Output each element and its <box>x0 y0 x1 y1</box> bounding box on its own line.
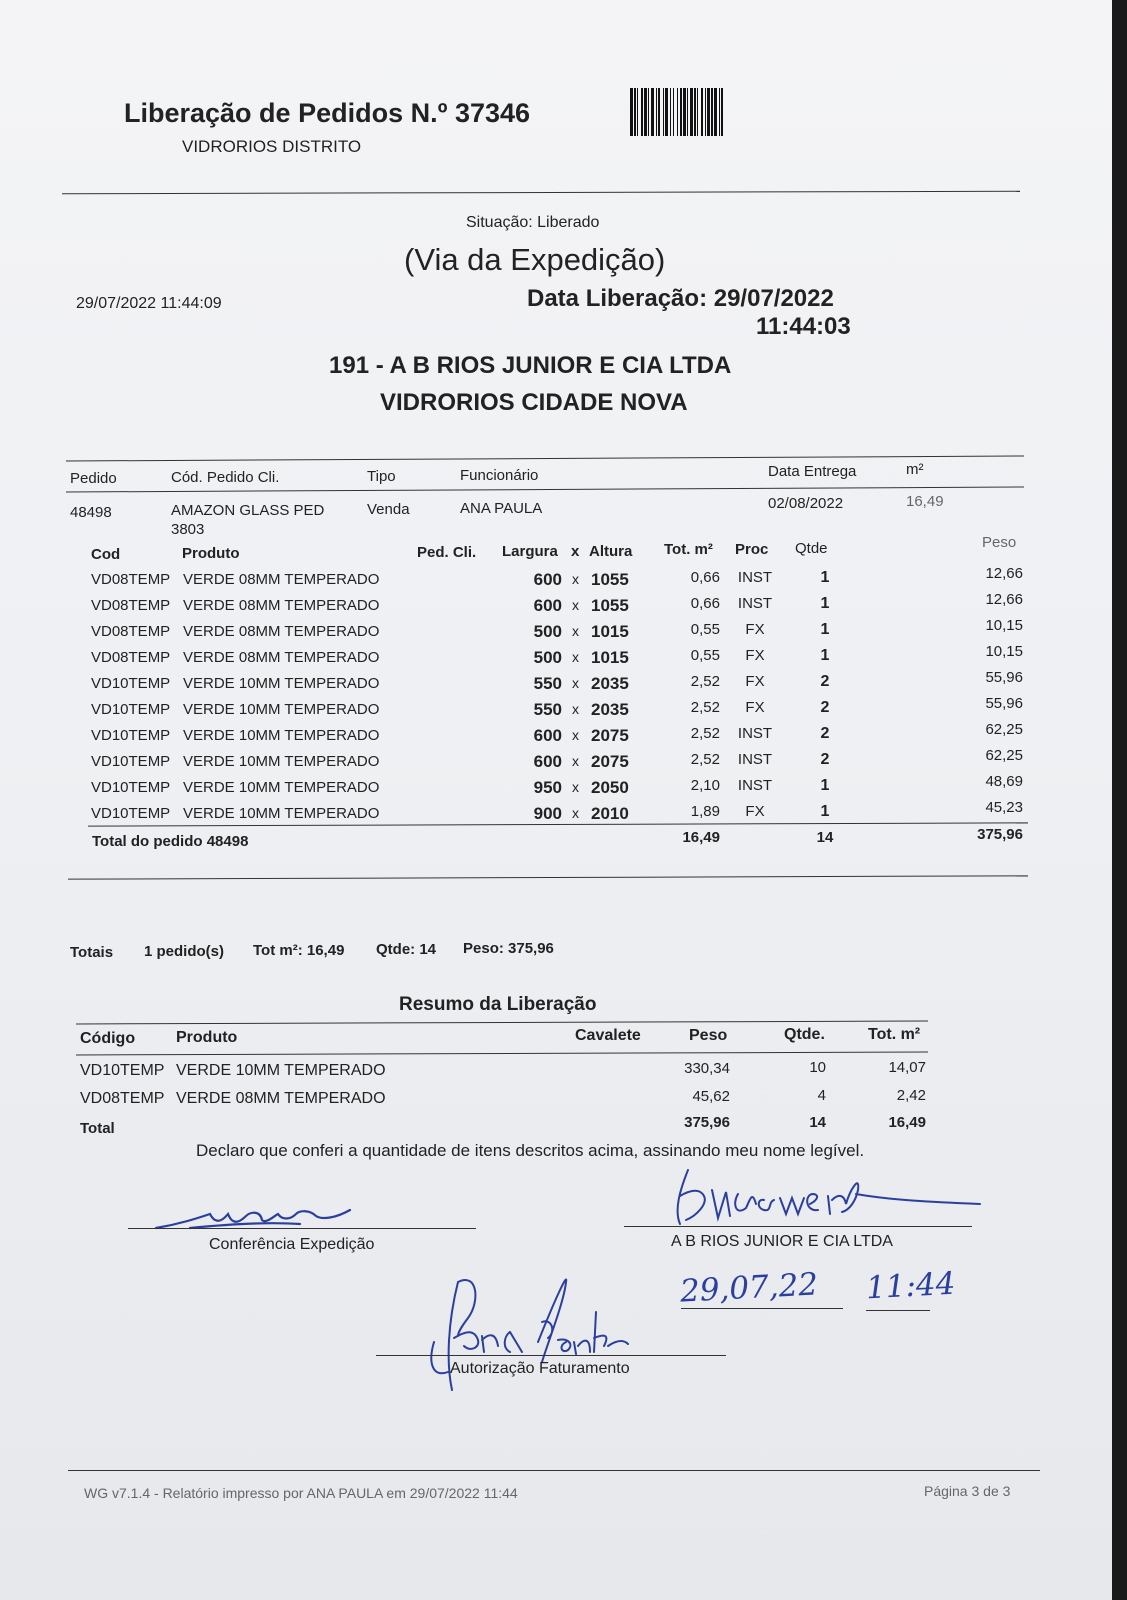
summary-tot-m2: 2,42 <box>896 1087 926 1104</box>
item-proc: FX <box>745 621 765 638</box>
summary-codigo: VD08TEMP <box>80 1090 165 1107</box>
col-cod: Cod <box>91 546 121 563</box>
item-peso: 62,25 <box>985 747 1023 764</box>
signature-line <box>624 1226 972 1227</box>
item-tot-m2: 0,66 <box>690 595 720 612</box>
order-type: Venda <box>367 501 410 518</box>
order-total-qtde: 14 <box>816 829 834 846</box>
item-largura: 550 <box>533 674 562 693</box>
item-cod: VD10TEMP <box>91 779 171 796</box>
handwritten-signature-company <box>660 1160 990 1230</box>
signature-line <box>128 1228 476 1229</box>
item-altura: 1055 <box>591 596 629 615</box>
item-tot-m2: 2,52 <box>690 751 720 768</box>
item-x: x <box>572 649 579 665</box>
barcode <box>628 86 800 143</box>
item-qtde: 1 <box>820 647 830 664</box>
summary-peso: 45,62 <box>692 1088 730 1105</box>
item-altura: 1015 <box>591 648 629 667</box>
item-peso: 10,15 <box>985 617 1023 634</box>
item-produto: VERDE 10MM TEMPERADO <box>183 753 380 770</box>
footer-info: WG v7.1.4 - Relatório impresso por ANA PAULA em 29/07/2022 11:44 <box>84 1485 518 1501</box>
item-altura: 2010 <box>591 804 629 823</box>
table-row <box>0 669 1112 701</box>
declaration-text: Declaro que conferi a quantidade de itens descritos acima, assinando meu nome legível. <box>196 1141 865 1160</box>
item-qtde: 2 <box>820 673 830 690</box>
summary-codigo: VD10TEMP <box>80 1062 165 1079</box>
col-altura: Altura <box>589 543 633 560</box>
table-row <box>0 773 1112 805</box>
item-peso: 45,23 <box>985 799 1023 816</box>
item-proc: FX <box>745 699 765 716</box>
situation-label: Situação: Liberado <box>466 214 600 231</box>
barcode-bar <box>651 88 654 136</box>
release-time: 11:44:03 <box>756 313 851 340</box>
summary-col-cavalete: Cavalete <box>575 1027 641 1044</box>
col-peso: Peso <box>982 534 1017 551</box>
col-x: x <box>571 543 580 560</box>
order-number: 48498 <box>70 504 112 521</box>
totals-peso: Peso: 375,96 <box>463 940 554 957</box>
barcode-bar <box>648 88 649 136</box>
item-peso: 62,25 <box>985 721 1023 738</box>
summary-col-tot-m2: Tot. m² <box>868 1026 921 1043</box>
table-row <box>0 1059 1112 1088</box>
col-qtde: Qtde <box>795 540 828 557</box>
item-peso: 10,15 <box>985 643 1023 660</box>
item-cod: VD10TEMP <box>91 753 171 770</box>
item-proc: INST <box>737 569 773 586</box>
item-produto: VERDE 10MM TEMPERADO <box>183 805 380 822</box>
item-qtde: 2 <box>820 725 830 742</box>
item-cod: VD10TEMP <box>91 701 171 718</box>
item-cod: VD10TEMP <box>91 675 171 692</box>
barcode-bar <box>670 88 671 136</box>
item-x: x <box>572 597 579 613</box>
item-x: x <box>572 701 579 717</box>
item-largura: 900 <box>533 804 562 823</box>
summary-col-codigo: Código <box>80 1030 136 1047</box>
client-order-code-2: 3803 <box>171 521 205 538</box>
table-row <box>0 721 1112 753</box>
client-order-code: AMAZON GLASS PED <box>171 502 325 519</box>
item-produto: VERDE 08MM TEMPERADO <box>183 649 380 666</box>
col-pedido: Pedido <box>70 470 117 487</box>
item-proc: FX <box>745 647 765 664</box>
autorizacao-label: Autorização Faturamento <box>450 1360 630 1377</box>
release-date: Data Liberação: 29/07/2022 <box>527 285 834 312</box>
barcode-bar <box>663 88 664 136</box>
item-proc: INST <box>737 777 773 794</box>
item-x: x <box>572 805 579 821</box>
barcode-bar <box>637 88 638 136</box>
item-largura: 600 <box>533 752 562 771</box>
barcode-bar <box>665 88 668 136</box>
table-row <box>0 695 1112 727</box>
col-largura: Largura <box>502 543 558 560</box>
printed-datetime: 29/07/2022 11:44:09 <box>76 295 222 312</box>
item-cod: VD08TEMP <box>91 597 171 614</box>
divider <box>76 1021 928 1025</box>
summary-produto: VERDE 10MM TEMPERADO <box>176 1062 386 1079</box>
item-qtde: 2 <box>820 699 830 716</box>
item-cod: VD08TEMP <box>91 571 171 588</box>
summary-total-peso: 375,96 <box>684 1114 730 1131</box>
summary-header-row <box>0 1028 1112 1054</box>
handwritten-time: 11:44 <box>865 1265 957 1307</box>
summary-total-qtde: 14 <box>809 1114 826 1131</box>
item-qtde: 1 <box>820 803 830 820</box>
handwritten-date: 29,07,22 <box>679 1266 819 1310</box>
summary-col-produto: Produto <box>176 1029 238 1046</box>
col-tot-m2: Tot. m² <box>664 541 713 558</box>
summary-col-qtde: Qtde. <box>784 1026 825 1043</box>
item-cod: VD08TEMP <box>91 649 171 666</box>
delivery-date: 02/08/2022 <box>768 495 844 512</box>
col-proc: Proc <box>735 541 769 558</box>
item-x: x <box>572 753 579 769</box>
table-row <box>0 617 1112 649</box>
summary-total-row <box>0 1114 1112 1143</box>
item-altura: 2035 <box>591 700 629 719</box>
item-cod: VD08TEMP <box>91 623 171 640</box>
item-produto: VERDE 10MM TEMPERADO <box>183 675 380 692</box>
barcode-bar <box>690 88 693 136</box>
col-m2: m² <box>906 461 924 478</box>
barcode-bar <box>705 88 706 136</box>
summary-tot-m2: 14,07 <box>888 1059 926 1076</box>
item-largura: 600 <box>533 570 562 589</box>
barcode-bar <box>714 88 717 136</box>
signature-line <box>376 1355 726 1356</box>
barcode-bar <box>673 88 674 136</box>
item-largura: 500 <box>533 648 562 667</box>
barcode-bar <box>677 88 678 136</box>
item-altura: 2035 <box>591 674 629 693</box>
item-peso: 55,96 <box>985 669 1023 686</box>
col-cod-pedido-cli: Cód. Pedido Cli. <box>171 469 280 486</box>
item-cod: VD10TEMP <box>91 805 171 822</box>
barcode-bar <box>656 88 657 136</box>
item-produto: VERDE 08MM TEMPERADO <box>183 571 380 588</box>
totals-m2: Tot m²: 16,49 <box>253 942 345 959</box>
order-total-label: Total do pedido 48498 <box>92 833 249 850</box>
item-tot-m2: 2,52 <box>690 673 720 690</box>
table-row <box>0 591 1112 623</box>
item-altura: 2075 <box>591 752 629 771</box>
item-altura: 1055 <box>591 570 629 589</box>
item-proc: FX <box>745 803 765 820</box>
barcode-bar <box>634 88 636 136</box>
barcode-bar <box>644 88 647 136</box>
barcode-bar <box>694 88 696 136</box>
item-x: x <box>572 675 579 691</box>
order-total-peso: 375,96 <box>977 826 1023 843</box>
totals-label: Totais <box>70 944 114 961</box>
order-m2: 16,49 <box>906 493 944 510</box>
divider <box>62 191 1020 195</box>
col-funcionario: Funcionário <box>460 467 539 484</box>
totals-pedidos: 1 pedido(s) <box>144 943 225 960</box>
item-x: x <box>572 623 579 639</box>
barcode-bar <box>701 88 703 136</box>
item-qtde: 1 <box>820 777 830 794</box>
item-tot-m2: 1,89 <box>690 803 720 820</box>
barcode-bar <box>697 88 698 136</box>
table-row <box>0 747 1112 779</box>
summary-produto: VERDE 08MM TEMPERADO <box>176 1090 386 1107</box>
barcode-bar <box>707 88 710 136</box>
summary-qtde: 4 <box>817 1087 826 1104</box>
col-data-entrega: Data Entrega <box>768 463 857 480</box>
conferencia-label: Conferência Expedição <box>209 1236 375 1253</box>
item-largura: 550 <box>533 700 562 719</box>
item-produto: VERDE 08MM TEMPERADO <box>183 623 380 640</box>
item-proc: INST <box>737 595 773 612</box>
divider <box>68 875 1028 879</box>
divider <box>66 486 1024 492</box>
item-x: x <box>572 571 579 587</box>
item-tot-m2: 2,52 <box>690 699 720 716</box>
time-line <box>866 1310 930 1311</box>
item-peso: 12,66 <box>985 565 1023 582</box>
barcode-bar <box>683 88 686 136</box>
item-x: x <box>572 779 579 795</box>
item-qtde: 1 <box>820 569 830 586</box>
company-signature-label: A B RIOS JUNIOR E CIA LTDA <box>671 1233 893 1250</box>
item-largura: 950 <box>533 778 562 797</box>
summary-qtde: 10 <box>809 1059 826 1076</box>
table-row <box>0 565 1112 597</box>
page-number: Página 3 de 3 <box>924 1483 1011 1499</box>
item-largura: 500 <box>533 622 562 641</box>
item-tot-m2: 0,66 <box>690 569 720 586</box>
item-qtde: 1 <box>820 621 830 638</box>
item-qtde: 1 <box>820 595 830 612</box>
item-largura: 600 <box>533 596 562 615</box>
summary-peso: 330,34 <box>684 1060 730 1077</box>
item-produto: VERDE 10MM TEMPERADO <box>183 727 380 744</box>
item-altura: 2050 <box>591 778 629 797</box>
item-tot-m2: 2,10 <box>690 777 720 794</box>
col-ped-cli: Ped. Cli. <box>417 544 477 561</box>
item-proc: INST <box>737 751 773 768</box>
item-qtde: 2 <box>820 751 830 768</box>
company-name: VIDRORIOS DISTRITO <box>182 137 362 156</box>
employee: ANA PAULA <box>460 500 543 517</box>
totals-qtde: Qtde: 14 <box>376 941 437 958</box>
items-header-row <box>0 534 1112 569</box>
item-produto: VERDE 10MM TEMPERADO <box>183 701 380 718</box>
barcode-bar <box>641 88 643 136</box>
item-peso: 55,96 <box>985 695 1023 712</box>
barcode-bar <box>687 88 688 136</box>
handwritten-signature-conferencia <box>150 1198 370 1238</box>
col-produto: Produto <box>182 545 240 562</box>
barcode-bar <box>711 88 713 136</box>
order-total-m2: 16,49 <box>682 829 720 846</box>
item-peso: 12,66 <box>985 591 1023 608</box>
report-title: Liberação de Pedidos N.º 37346 <box>124 98 531 128</box>
summary-total-m2: 16,49 <box>888 1114 926 1131</box>
item-tot-m2: 0,55 <box>690 621 720 638</box>
item-peso: 48,69 <box>985 773 1023 790</box>
divider <box>68 1470 1040 1471</box>
table-row <box>0 643 1112 675</box>
table-row <box>0 799 1112 831</box>
barcode-bar <box>658 88 660 136</box>
item-tot-m2: 2,52 <box>690 725 720 742</box>
barcode-bar <box>719 88 720 136</box>
item-altura: 1015 <box>591 622 629 641</box>
item-altura: 2075 <box>591 726 629 745</box>
item-cod: VD10TEMP <box>91 727 171 744</box>
summary-total-label: Total <box>80 1120 115 1137</box>
item-produto: VERDE 08MM TEMPERADO <box>183 597 380 614</box>
via-label: (Via da Expedição) <box>404 242 666 277</box>
summary-title: Resumo da Liberação <box>399 994 597 1015</box>
date-line <box>681 1308 843 1309</box>
item-produto: VERDE 10MM TEMPERADO <box>183 779 380 796</box>
summary-col-peso: Peso <box>689 1027 728 1044</box>
order-total-row <box>0 826 1112 858</box>
barcode-bar <box>630 88 633 136</box>
item-tot-m2: 0,55 <box>690 647 720 664</box>
item-proc: FX <box>745 673 765 690</box>
table-row <box>0 1087 1112 1116</box>
item-largura: 600 <box>533 726 562 745</box>
divider <box>66 455 1024 461</box>
client-store: VIDRORIOS CIDADE NOVA <box>380 389 688 416</box>
item-x: x <box>572 727 579 743</box>
barcode-bar <box>721 88 723 136</box>
client-name: 191 - A B RIOS JUNIOR E CIA LTDA <box>329 352 732 379</box>
item-proc: INST <box>737 725 773 742</box>
barcode-bar <box>680 88 682 136</box>
col-tipo: Tipo <box>367 468 396 485</box>
